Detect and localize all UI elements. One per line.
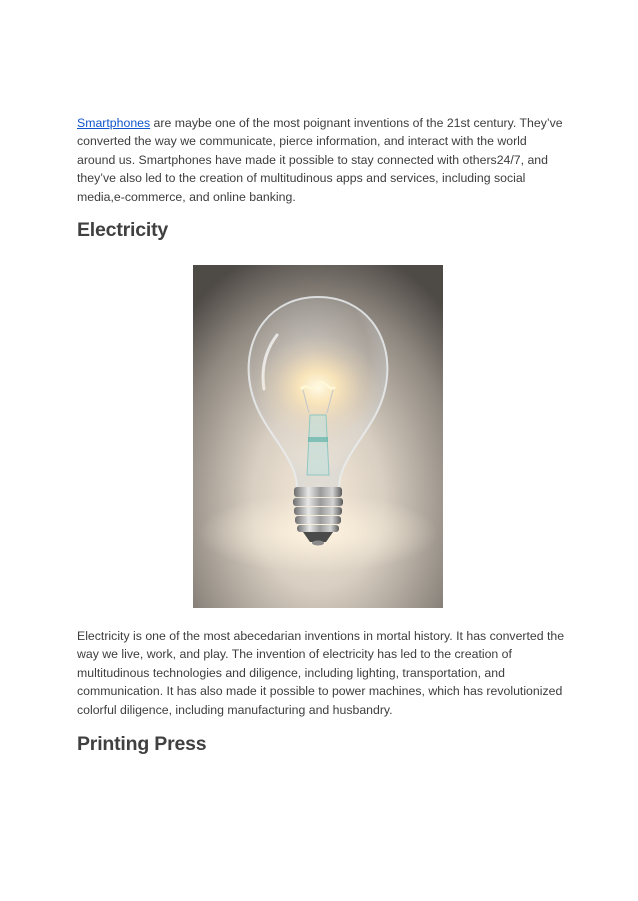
intro-paragraph: [77, 114, 567, 206]
electricity-paragraph: Electricity is one of the most abecedarian inventions in mortal history. It has converted the way we live, work, and play. The invention of electricity has led to the creation of multitudinous technologies and diligence, including lighting, transportation, and communication. It has also made it possible to power machines, which has revolutionized colorful diligence, including manufacturing and husbandry.: [77, 629, 565, 717]
smartphones-link[interactable]: Smartphones: [77, 116, 151, 130]
light-bulb-icon: [193, 265, 443, 608]
electricity-heading: Electricity: [77, 219, 169, 241]
intro-text: are maybe one of the most poignant inventions of the 21st century. They’ve converted the way we communicate, pierce information, and interact with the world around us. Smartphones have made it possible to stay connected with others24/7, and they’ve also led to the creation of multitudinous apps and services, including social media,e-commerce, and online banking.: [77, 116, 563, 204]
printing-press-heading: Printing Press: [77, 733, 207, 755]
light-bulb-image: [193, 265, 443, 608]
